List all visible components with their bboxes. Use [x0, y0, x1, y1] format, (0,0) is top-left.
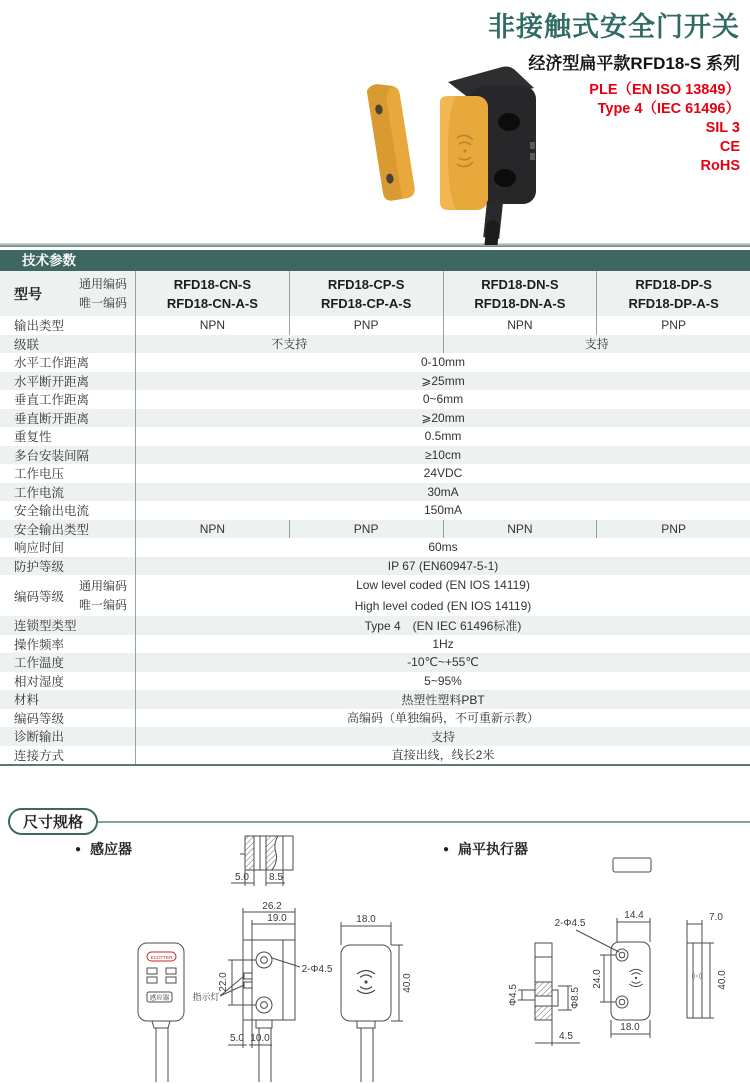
- spec-row: 安全输出电流 150mA: [0, 501, 750, 520]
- cert-item: PLE（EN ISO 13849）: [589, 82, 740, 98]
- dimensions-rule: [98, 821, 750, 823]
- spec-row: 工作电流 30mA: [0, 483, 750, 502]
- spec-row: 重复性 0.5mm: [0, 427, 750, 446]
- spec-row-safety-output-type: 安全输出类型 NPN PNP NPN PNP: [0, 520, 750, 539]
- cert-item: RoHS: [700, 158, 740, 174]
- model-cell-dp: RFD18-DP-S RFD18-DP-A-S: [596, 271, 750, 316]
- bullet-icon: ●: [75, 844, 82, 855]
- certification-list: [488, 81, 740, 176]
- page-subtitle: 经济型扁平款RFD18-S 系列: [528, 54, 740, 73]
- dim-sensor-hole-spacing: 22.0: [218, 972, 229, 992]
- spec-row: 材料 热塑性塑料PBT: [0, 690, 750, 709]
- spec-row: 工作电压 24VDC: [0, 464, 750, 483]
- dim-sensor-width-outer: 26.2: [262, 901, 282, 912]
- label-indicator-led: 指示灯: [192, 992, 220, 1002]
- model-cell-cp: RFD18-CP-S RFD18-CP-A-S: [289, 271, 443, 316]
- section-header-technical-parameters: 技术参数: [0, 250, 750, 271]
- dim-sensor-top-w2: 8.5: [269, 872, 283, 883]
- dim-actuator-thickness: 4.5: [559, 1031, 573, 1042]
- dim-sensor-top-w1: 5.0: [235, 872, 249, 883]
- cert-item: CE: [719, 139, 740, 155]
- bullet-icon: ●: [443, 844, 450, 855]
- spec-row-model: [0, 271, 750, 316]
- cert-item: Type 4（IEC 61496）: [597, 101, 740, 117]
- dim-actuator-height: 40.0: [717, 970, 728, 990]
- dim-actuator-dia-small: Φ4.5: [508, 984, 519, 1006]
- spec-row: 多台安装间隔 ≥10cm: [0, 446, 750, 465]
- sublabel-unique-code: 唯一编码: [78, 295, 127, 310]
- sensor-brand-label: ECOTTER: [150, 954, 173, 960]
- page-title: 非接触式安全门开关: [488, 12, 740, 42]
- spec-row-cascade: 级联 不支持 支持: [0, 335, 750, 354]
- actuator-side-view-drawing: [687, 920, 714, 1018]
- dim-actuator-dia-large: Φ8.5: [570, 987, 581, 1009]
- spec-row: 诊断输出 支持: [0, 727, 750, 746]
- spec-row: 操作频率 1Hz: [0, 635, 750, 654]
- dimensions-tag: 尺寸规格: [8, 808, 98, 835]
- spec-row: 垂直工作距离 0~6mm: [0, 390, 750, 409]
- spec-row-output-type: 输出类型 NPN PNP NPN PNP: [0, 316, 750, 335]
- spec-row: 编码等级 高编码（单独编码，不可重新示教）: [0, 709, 750, 728]
- model-sublabels: [79, 275, 127, 313]
- model-label: 型号: [14, 285, 42, 302]
- spec-row: 防护等级 IP 67 (EN60947-5-1): [0, 557, 750, 576]
- dim-sensor-back-height: 40.0: [402, 973, 413, 993]
- dim-actuator-side-width: 7.0: [709, 912, 723, 923]
- spec-row: 水平断开距离 ⩾25mm: [0, 372, 750, 391]
- spec-row: 连接方式 直接出线，线长2米: [0, 746, 750, 765]
- dim-sensor-back-width: 18.0: [356, 914, 376, 925]
- dimension-drawings: [0, 824, 750, 1084]
- sensor-back-view-drawing: [341, 922, 403, 1082]
- dim-actuator-top-width: 14.4: [624, 910, 644, 921]
- spec-row: 连锁型类型 Type 4 (EN IEC 61496标准): [0, 616, 750, 635]
- model-cell-cn: RFD18-CN-S RFD18-CN-A-S: [166, 276, 258, 311]
- sensor-drawing-label: ● 感应器: [75, 841, 133, 857]
- dim-actuator-width: 18.0: [620, 1022, 640, 1033]
- dim-sensor-bottom-b: 10.0: [250, 1033, 270, 1044]
- actuator-top-view-drawing: [613, 858, 651, 872]
- spec-row: 响应时间 60ms: [0, 538, 750, 557]
- sensor-front-view-drawing: [138, 943, 184, 1082]
- model-cell-dn: RFD18-DN-S RFD18-DN-A-S: [443, 271, 597, 316]
- dim-sensor-width-inner: 19.0: [267, 913, 287, 924]
- cert-item: SIL 3: [705, 120, 740, 136]
- sensor-front-tag: 感应器: [149, 994, 170, 1002]
- spec-row: 相对湿度 5~95%: [0, 672, 750, 691]
- actuator-drawing-label: ● 扁平执行器: [443, 841, 529, 857]
- header-title-block: [488, 5, 740, 176]
- dim-sensor-holes: 2-Φ4.5: [301, 964, 333, 975]
- sublabel-universal-code: 通用编码: [78, 276, 127, 291]
- actuator-front-view-drawing: [576, 918, 650, 1038]
- photo-actuator: [366, 81, 416, 202]
- spec-row-coding-grade: 编码等级 通用编码 唯一编码 Low level coded (EN IOS 14119) High level coded (EN IOS 14119): [0, 575, 750, 616]
- model-label-cell: [0, 271, 135, 316]
- spec-row: 水平工作距离 0-10mm: [0, 353, 750, 372]
- dim-actuator-hole-spacing: 24.0: [592, 969, 603, 989]
- sensor-side-view-drawing: [220, 908, 300, 1082]
- spec-row: 工作温度 -10℃~+55℃: [0, 653, 750, 672]
- technical-parameters-section: [0, 243, 750, 766]
- spec-table: [0, 271, 750, 766]
- spec-row: 垂直断开距离 ⩾20mm: [0, 409, 750, 428]
- dim-actuator-holes: 2-Φ4.5: [554, 918, 586, 929]
- dim-sensor-bottom-a: 5.0: [230, 1033, 244, 1044]
